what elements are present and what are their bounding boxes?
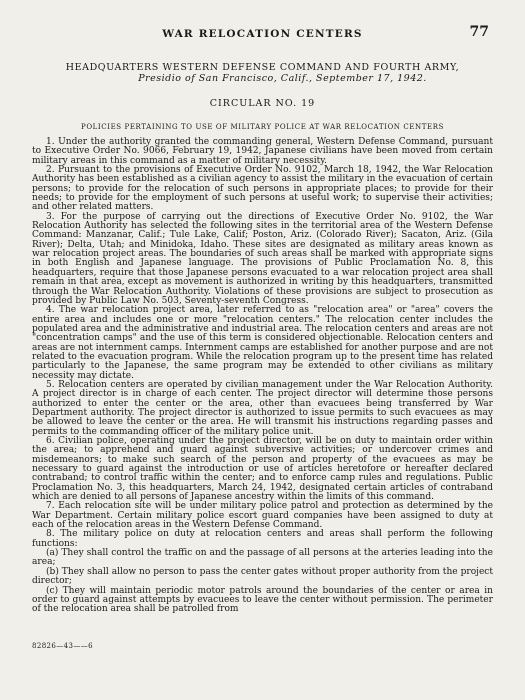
subject-line: POLICIES PERTAINING TO USE OF MILITARY POLICE AT WAR RELOCATION CENTERS bbox=[81, 123, 444, 131]
document-heading bbox=[32, 62, 493, 84]
paragraph-8a: (a) They shall control the traffic on and the passage of all persons at the arteries leading into the area; bbox=[32, 548, 493, 568]
paragraph-7: 7. Each relocation site will be under military police patrol and protection as determined by the War Department. Certain military police escort guard companies have been assigned to duty at each of the relocation areas in the Western Defense Command. bbox=[32, 501, 493, 531]
page-number: 77 bbox=[469, 24, 489, 40]
issuing-organization: HEADQUARTERS WESTERN DEFENSE COMMAND AND FOURTH ARMY, bbox=[65, 62, 460, 73]
paragraph-8: 8. The military police on duty at relocation centers and areas shall perform the following functions: bbox=[32, 529, 493, 549]
paragraph-2: 2. Pursuant to the provisions of Executive Order No. 9102, March 18, 1942, the War Relocation Authority has been established as a civilian agency to assist the military in the evacuation of certain persons; to provide for the relocation of such persons in appropriate places; to provide for their needs; to provide for the employment of such persons at useful work; to supervise their activities; and other related matters. bbox=[32, 165, 493, 213]
print-code: 82826—43——6 bbox=[32, 642, 94, 650]
paragraph-3: 3. For the purpose of carrying out the directions of Executive Order No. 9102, the War Relocation Authority has selected the following sites in the territorial area of the Western Defense Command: Manzanar, Calif.; Tule Lake, Calif; Poston, Ariz. (Colorado River); Sacaton, Ariz. (Gila River); Delta, Utah; and Minidoka, Idaho. These sites are designated as military areas known as war relocation project areas. The boundaries of such areas shall be marked with appropriate signs in both English and Japanese language. The provisions of Public Proclamation No. 8, this headquarters, require that those Japanese persons evacuated to a war relocation project area shall remain in that area, except as movement is authorized in writing by this headquarters, transmitted through the War Relocation Authority. Violations of these provisions are subject to prosecution as provided by Public Law No. 503, Seventy-seventh Congress. bbox=[32, 211, 493, 306]
paragraph-8c: (c) They will maintain periodic motor patrols around the boundaries of the center or area in order to guard against attempts by evacuees to leave the center without permission. The perimeter of the relocation area shall be patrolled from bbox=[32, 585, 493, 615]
running-title: WAR RELOCATION CENTERS bbox=[162, 28, 363, 40]
running-head bbox=[32, 24, 493, 46]
circular-title: CIRCULAR NO. 19 bbox=[209, 98, 316, 109]
paragraph-8b: (b) They shall allow no person to pass the center gates without proper authority from the project director; bbox=[32, 566, 493, 587]
paragraph-5: 5. Relocation centers are operated by civilian management under the War Relocation Authority. A project director is in charge of each center. The project director will determine those persons authorized to enter the center or the area, other than evacuees being transferred by War Department authority. The project director is authorized to issue permits to such evacuees as may be allowed to leave the center or the area. He will transmit his instructions regarding passes and permits to the commanding officer of the military police unit. bbox=[32, 379, 493, 437]
paragraph-1: 1. Under the authority granted the commanding general, Western Defense Command, pursuant to Executive Order No. 9066, February 19, 1942, Japanese civilians have been moved from certain military areas in this command as a matter of military necessity. bbox=[32, 137, 493, 166]
document-body bbox=[32, 138, 493, 615]
place-and-date: Presidio of San Francisco, Calif., September 17, 1942. bbox=[138, 73, 427, 84]
paragraph-6: 6. Civilian police, operating under the project director, will be on duty to maintain order within the area; to apprehend and guard against subversive activities; or undercover crimes and misdemeanors; to make such search of the person and property of the evacuees as may be necessary to guard against the introduction or use of articles heretofore or hereafter declared contraband; to control traffic within the center; and to enforce camp rules and regulations. Public Proclamation No. 3, this headquarters, March 24, 1942, designated certain articles of contraband which are denied to all persons of Japanese ancestry within the limits of this command. bbox=[32, 436, 493, 503]
paragraph-4: 4. The war relocation project area, later referred to as "relocation area" or "area" covers the entire area and includes one or more "relocation centers." The relocation center includes the populated area and the administrative and industrial area. The relocation centers and areas are not "concentration camps" and the use of this term is considered objectionable. Relocation centers and areas are not internment camps. Internment camps are established for another purpose and are not related to the evacuation program. While the relocation program up to the present time has related particularly to the Japanese, the same program may be extended to other civilians as military necessity may dictate. bbox=[32, 305, 493, 381]
